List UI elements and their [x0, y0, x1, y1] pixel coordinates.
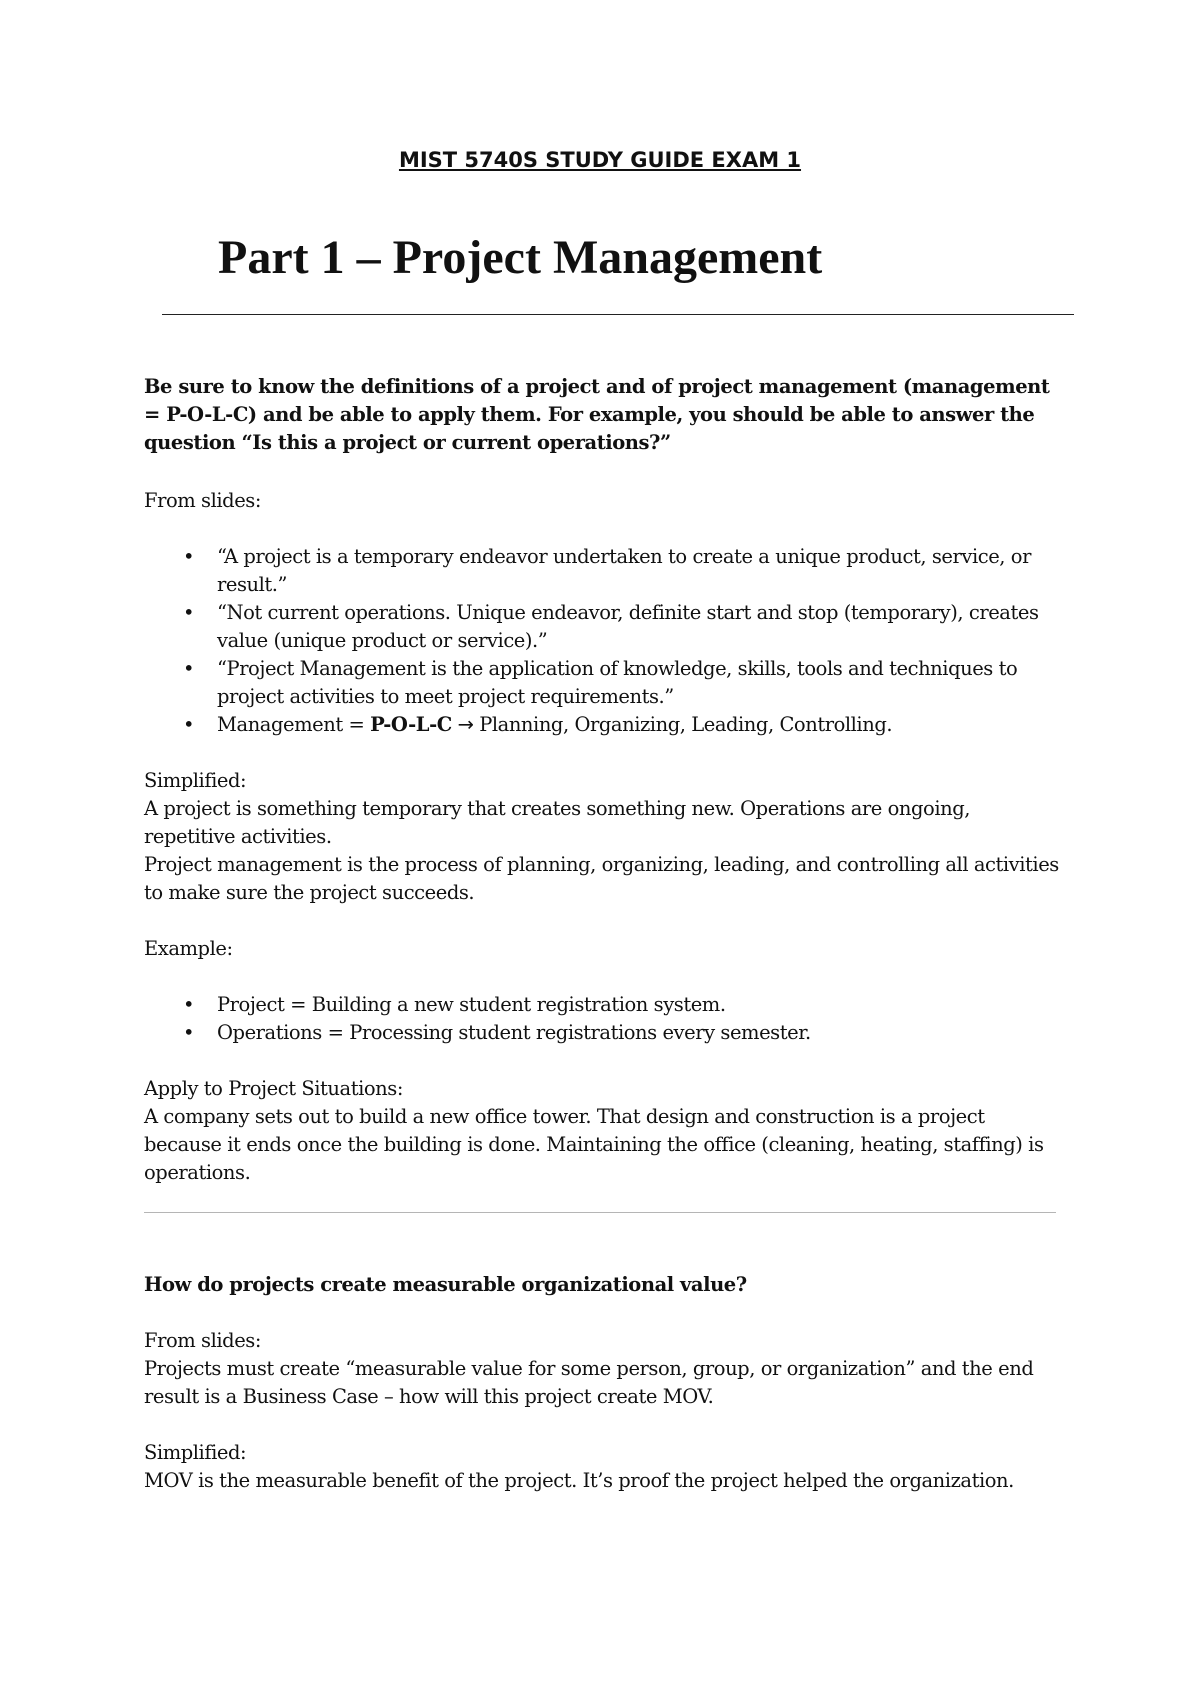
title-divider [162, 314, 1074, 315]
polc-expansion: Planning, Organizing, Leading, Controlling. [479, 713, 893, 736]
section1-simplified-text-1: A project is something temporary that creates something new. Operations are ongoing, repetitive activities. [144, 797, 971, 848]
list-item: • Operations = Processing student registrations every semester. [144, 1019, 1064, 1047]
part-title: Part 1 – Project Management [218, 231, 823, 284]
arrow-right-icon: → [457, 713, 474, 736]
list-item: • “Project Management is the application of knowledge, skills, tools and techniques to project activities to meet project requirements.” [144, 655, 1064, 711]
section1-example-label: Example: [144, 937, 233, 960]
section2-from-slides-label: From slides: [144, 1329, 261, 1352]
definitions-list [144, 543, 1064, 739]
polc-acronym: P-O-L-C [370, 713, 452, 736]
section1-simplified-label: Simplified: [144, 769, 247, 792]
section1-apply-label: Apply to Project Situations: [144, 1077, 403, 1100]
section2-simplified-text: MOV is the measurable benefit of the project. It’s proof the project helped the organization. [144, 1469, 1014, 1492]
examples-list [144, 991, 1064, 1047]
section-divider [144, 1212, 1056, 1213]
document-header: MIST 5740S STUDY GUIDE EXAM 1 [398, 148, 802, 172]
list-item: • “A project is a temporary endeavor undertaken to create a unique product, service, or result.” [144, 543, 1064, 599]
section2-simplified-label: Simplified: [144, 1441, 247, 1464]
list-item-polc [144, 711, 1064, 739]
section1-from-slides-label: From slides: [144, 489, 261, 512]
list-item: • “Not current operations. Unique endeavor, definite start and stop (temporary), creates value (unique product or service).” [144, 599, 1064, 655]
section1-simplified-text-2: Project management is the process of planning, organizing, leading, and controlling all activities to make sure the project succeeds. [144, 853, 1059, 904]
list-item: • Project = Building a new student registration system. [144, 991, 1064, 1019]
section2-from-slides-text: Projects must create “measurable value for some person, group, or organization” and the end result is a Business Case – how will this project create MOV. [144, 1357, 1034, 1408]
polc-prefix: Management = [217, 713, 371, 736]
section1-prompt: Be sure to know the definitions of a project and of project management (management = P-O-L-C) and be able to apply them. For example, you should be able to answer the question “Is this a project or current operations?” [144, 375, 1050, 454]
section1-apply-text: A company sets out to build a new office tower. That design and construction is a project because it ends once the building is done. Maintaining the office (cleaning, heating, staffing) is operations. [144, 1105, 1044, 1184]
section2-question: How do projects create measurable organizational value? [144, 1273, 747, 1296]
